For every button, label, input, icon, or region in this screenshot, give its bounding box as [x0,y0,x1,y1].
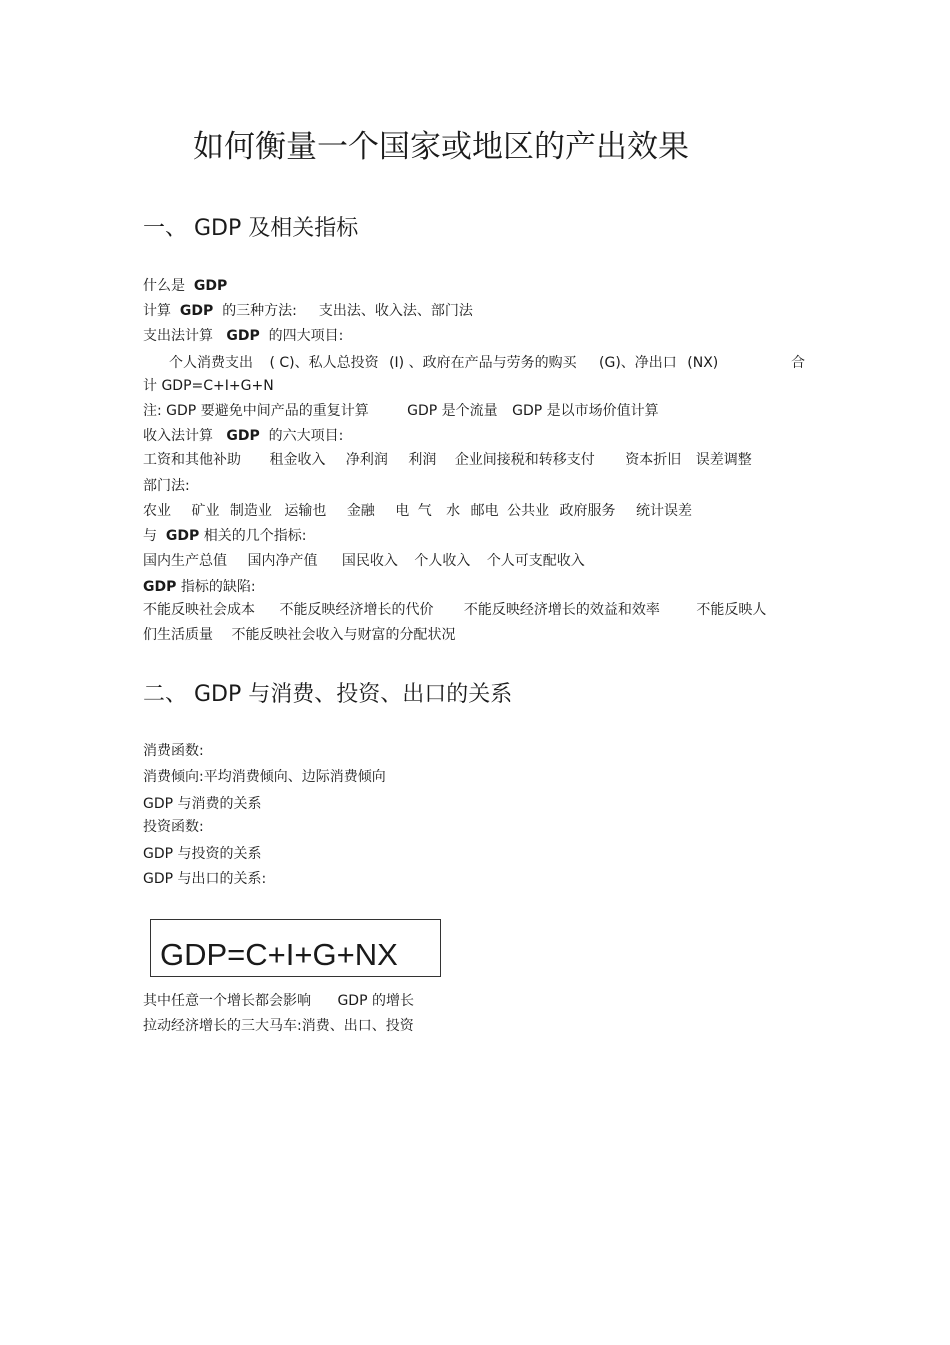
item: 电 [395,503,410,519]
item: 利润 [408,452,437,468]
note: 注: GDP 要避免中间产品的重复计算 [143,403,369,419]
sum-line: 计 GDP=C+I+G+N [143,378,274,394]
gdp-investment: GDP 与投资的关系 [143,846,262,862]
consumption-function: 消费函数: [143,743,204,759]
item: 运输也 [284,503,327,519]
item: 企业间接税和转移支付 [454,452,595,468]
item: 气 [417,503,432,519]
text: 相关的几个指标: [203,528,307,544]
text: 的六大项目: [268,428,344,444]
item: 不能反映经济增长的代价 [279,602,434,618]
expenditure-line [143,327,343,345]
formula-box [150,919,441,977]
sector-label: 部门法: [143,478,190,494]
item: 制造业 [229,503,272,519]
text: 的四大项目: [268,328,344,344]
gdp-term: GDP [193,278,228,294]
text: 收入法计算 [143,428,213,444]
item: 不能反映社会成本 [143,602,255,618]
item: 不能反映社会收入与财富的分配状况 [231,627,456,643]
gdp-consumption: GDP 与消费的关系 [143,796,262,812]
income-items [143,451,752,469]
sum-prefix: 合 [791,355,805,371]
text: 计算 [143,303,171,319]
gdp-term: GDP [226,428,260,444]
text: 其中任意一个增长都会影响 [143,993,311,1009]
sector-items [143,502,692,520]
item: (G)、净出口 [599,355,677,371]
what-is-gdp-line [143,277,227,295]
consumption-propensity: 消费倾向:平均消费倾向、边际消费倾向 [143,769,386,785]
item: 租金收入 [269,452,326,468]
gdp-export: GDP 与出口的关系: [143,871,267,887]
item: 个人可支配收入 [486,553,585,569]
item: 们生活质量 [143,627,213,643]
item: 农业 [143,503,171,519]
three-methods-line [143,302,473,320]
item: 国内净产值 [247,553,318,569]
three-engines-line: 拉动经济增长的三大马车:消费、出口、投资 [143,1018,414,1034]
item: 资本折旧 [625,452,682,468]
defects-heading [143,578,256,596]
section-heading-1: 一、 GDP 及相关指标 [143,216,359,241]
gdp-term: GDP [179,303,214,319]
section-heading-2: 二、 GDP 与消费、投资、出口的关系 [143,682,513,707]
item: 矿业 [191,503,220,519]
text: 支出法计算 [143,328,213,344]
item: 工资和其他补助 [143,452,241,468]
related-line [143,527,306,545]
item: 统计误差 [635,503,692,519]
gdp-formula: GDP=C+I+G+NX [160,937,398,972]
gdp-term: GDP [165,528,200,544]
page-title: 如何衡量一个国家或地区的产出效果 [193,129,689,165]
income-line [143,427,343,445]
defects-line-1 [143,601,766,619]
item: 个人消费支出 [169,355,253,371]
item: 不能反映经济增长的效益和效率 [463,602,660,618]
item: 误差调整 [695,452,752,468]
item: 水 [446,503,461,519]
investment-function: 投资函数: [143,819,204,835]
item: 个人收入 [414,553,471,569]
note-line [143,402,659,420]
text: 指标的缺陷: [180,579,256,595]
text: 的三种方法: [222,303,297,319]
item: (I) 、政府在产品与劳务的购买 [389,355,577,371]
item: ( C)、私人总投资 [269,355,379,371]
gdp-term: GDP [226,328,260,344]
text: 什么是 [143,278,185,294]
item: 邮电 [470,503,499,519]
text: GDP 的增长 [337,993,414,1009]
related-items [143,552,585,570]
item: 净利润 [345,452,388,468]
expenditure-items [169,354,718,372]
note: GDP 是个流量 [407,403,498,419]
gdp-term: GDP [143,579,177,595]
item: 政府服务 [559,503,616,519]
item: 国内生产总值 [143,553,227,569]
item: 公共业 [507,503,550,519]
item: 金融 [346,503,375,519]
text: 支出法、收入法、部门法 [318,303,473,319]
item: (NX) [687,355,719,371]
item: 不能反映人 [696,602,767,618]
note: GDP 是以市场价值计算 [512,403,659,419]
text: 与 [143,528,157,544]
after-formula-line [143,992,414,1010]
defects-line-2 [143,626,455,644]
item: 国民收入 [341,553,398,569]
